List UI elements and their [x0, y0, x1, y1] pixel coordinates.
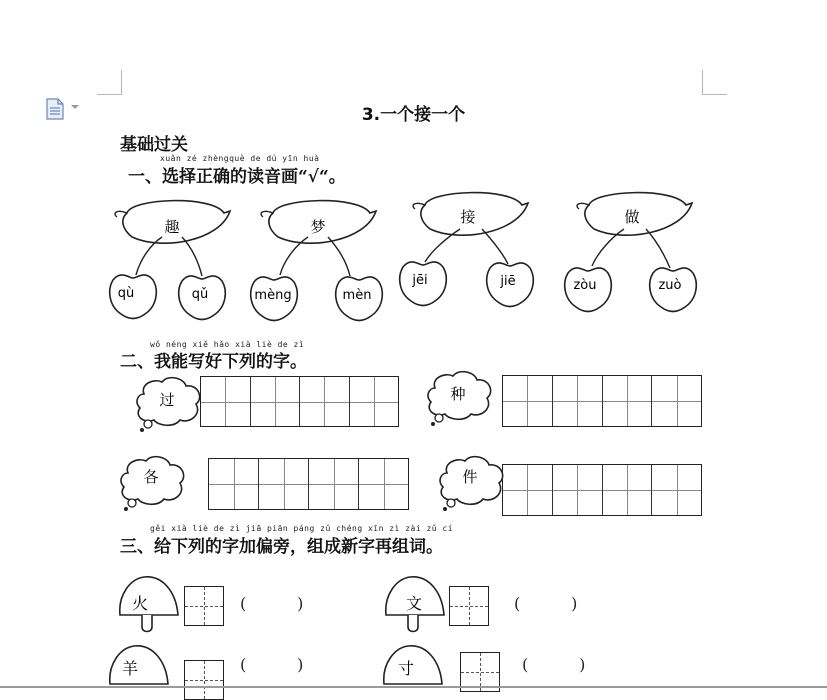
q2-pinyin: wǒ néng xiě hǎo xià liè de zì: [150, 340, 305, 349]
cloud-char-zhong: [425, 370, 495, 426]
section-heading: 基础过关: [120, 135, 188, 155]
q3-char-1: 火: [131, 594, 149, 613]
q1-item-1-option-2[interactable]: qǔ: [191, 287, 209, 302]
crop-mark-top-left: [97, 70, 122, 95]
q1-item-2-option-2[interactable]: mèn: [342, 288, 372, 303]
q1-item-3-option-1[interactable]: jēi: [412, 273, 428, 288]
q1-item-1-option-1[interactable]: qù: [117, 286, 135, 301]
q1-pinyin: xuǎn zé zhèngquè de dú yīn huà: [160, 154, 320, 163]
q3-char-2: 文: [405, 594, 423, 613]
writing-grid-3[interactable]: [208, 458, 409, 510]
q2-char-3: 各: [143, 468, 159, 486]
q3-char-4: 寸: [397, 659, 415, 678]
q1-item-4-option-2[interactable]: zuò: [658, 278, 682, 293]
q1-item-3-option-2[interactable]: jiē: [500, 274, 516, 289]
q1-item-4-char: 做: [624, 208, 640, 226]
mushroom-wen: [382, 575, 448, 635]
cherry-group-4: [565, 193, 697, 312]
q1-item-2-option-1[interactable]: mèng: [254, 288, 292, 303]
mushroom-huo: [116, 575, 182, 635]
q2-char-1: 过: [159, 391, 175, 409]
cherry-group-2: [251, 201, 383, 321]
cherry-diagram: [100, 190, 710, 325]
q1-heading: 一、选择正确的读音画“√“。: [128, 167, 346, 187]
answer-paren-1[interactable]: ( ): [240, 594, 304, 613]
cherry-group-1: [110, 201, 230, 320]
cloud-char-guo: [134, 376, 204, 432]
crop-mark-top-right: [702, 70, 727, 95]
q3-heading: 三、给下列的字加偏旁，组成新字再组词。: [120, 537, 443, 557]
q1-item-4-option-1[interactable]: zòu: [573, 278, 597, 293]
answer-paren-3[interactable]: ( ): [240, 655, 304, 674]
writing-grid-2[interactable]: [502, 375, 702, 427]
q2-char-4: 件: [462, 468, 478, 486]
q2-char-2: 种: [450, 385, 466, 403]
answer-paren-4[interactable]: ( ): [522, 655, 586, 674]
writing-grid-1[interactable]: [200, 376, 399, 427]
tian-grid-3[interactable]: [184, 660, 224, 700]
cherry-group-3: [400, 193, 534, 307]
page-bottom-edge: [0, 686, 827, 688]
q1-item-1-char: 趣: [164, 218, 180, 236]
writing-grid-4[interactable]: [502, 464, 702, 516]
q3-pinyin: gěi xià liè de zì jiā piān páng zǔ chéng xīn zì zài zǔ cí: [150, 524, 454, 533]
page-title: 3.一个接一个: [361, 105, 466, 125]
tian-grid-2[interactable]: [449, 586, 489, 626]
tian-grid-1[interactable]: [184, 586, 224, 626]
cloud-char-jian: [437, 455, 507, 511]
q1-item-3-char: 接: [460, 208, 476, 226]
q3-char-3: 羊: [121, 659, 139, 678]
answer-paren-2[interactable]: ( ): [514, 594, 578, 613]
q1-item-2-char: 梦: [310, 218, 326, 236]
q2-heading: 二、我能写好下列的字。: [120, 352, 307, 372]
cloud-char-ge: [118, 455, 188, 511]
